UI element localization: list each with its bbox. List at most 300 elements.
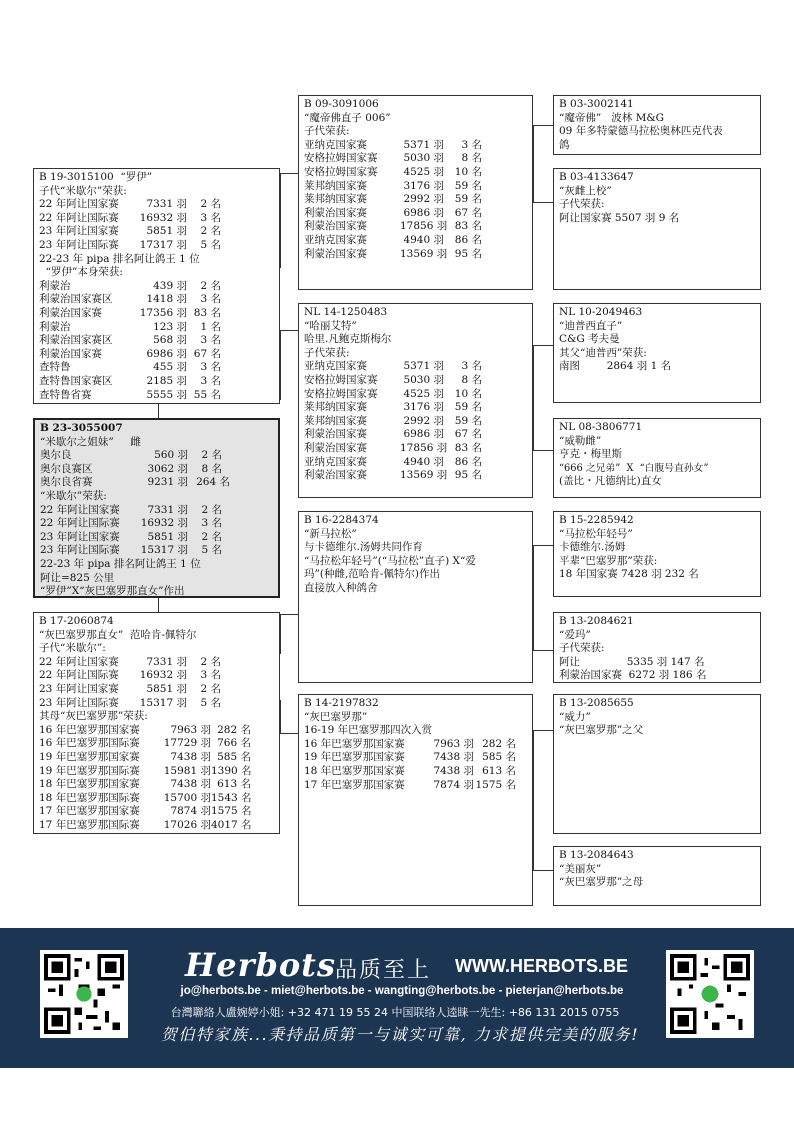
- result-cell: 67 名: [454, 428, 482, 441]
- result-cell: 2 名: [200, 279, 221, 292]
- great-grandparent-card-5: [553, 511, 761, 597]
- result-row: [304, 207, 527, 221]
- result-cell: 5371 羽: [403, 138, 444, 151]
- ring-number: B 03-3002141: [559, 98, 634, 110]
- result-row: [40, 517, 273, 531]
- ring-number: B 03-4133647: [559, 171, 634, 183]
- bird-name: “迪普西直子”: [559, 319, 623, 332]
- result-row: [39, 697, 274, 711]
- result-cell: 7438 羽: [433, 751, 474, 764]
- result-cell: 560 羽: [154, 449, 188, 462]
- result-cell: 6986 羽: [403, 206, 444, 219]
- connector-line: [533, 345, 553, 346]
- result-row: [304, 193, 527, 207]
- connector-line: [533, 125, 534, 203]
- qr-code-icon: [40, 950, 128, 1038]
- result-row: [39, 389, 274, 403]
- result-row: [304, 234, 527, 248]
- result-cell: 23 年阿让国际赛: [40, 544, 120, 557]
- connector-line: [533, 545, 534, 651]
- result-cell: 439 羽: [153, 279, 187, 292]
- result-cell: 2 名: [201, 530, 222, 543]
- ring-number: B 13-2085655: [559, 697, 634, 709]
- brand-block: [185, 946, 628, 984]
- breeder-name: C&G 考夫曼: [559, 333, 620, 346]
- result-cell: 86 名: [454, 455, 482, 468]
- bird-name: “威力”: [559, 710, 591, 723]
- result-row: [40, 544, 273, 558]
- breeder-name: 亨克・梅里斯: [559, 448, 622, 461]
- result-cell: 7963 羽: [433, 737, 474, 750]
- result-cell: 59 名: [454, 401, 482, 414]
- bird-name: “威勒雌”: [559, 434, 602, 447]
- result-line: 阿让国家赛 5507 羽 9 名: [559, 211, 680, 224]
- sire-dam-card: [298, 303, 533, 498]
- subject-name: “米歇尔之姐妹” 雌: [40, 435, 141, 448]
- result-cell: 22 年阿让国际赛: [39, 211, 119, 224]
- result-cell: 59 名: [454, 414, 482, 427]
- breeder-name: 哈里.凡鲍克斯梅尔: [304, 333, 392, 346]
- connector-line: [280, 330, 281, 400]
- result-cell: 17 年巴塞罗那国家赛: [304, 778, 405, 791]
- result-cell: 莱邦纳国家赛: [304, 414, 367, 427]
- result-row: [304, 401, 527, 415]
- result-cell: 10 名: [454, 387, 482, 400]
- result-cell: 亚纳克国家赛: [304, 138, 367, 151]
- great-grandparent-card-7: [553, 694, 761, 834]
- result-cell: 17 年巴塞罗那国际赛: [39, 818, 140, 831]
- result-cell: 15317 羽: [139, 696, 187, 709]
- website-link[interactable]: WWW.HERBOTS.BE: [455, 956, 628, 976]
- result-cell: 亚纳克国家赛: [304, 233, 367, 246]
- result-cell: 2 名: [201, 503, 222, 516]
- result-row: [304, 456, 527, 470]
- contact-emails[interactable]: jo@herbots.be - miet@herbots.be - wangting@herbots.be - pieterjan@herbots.be: [180, 985, 624, 997]
- result-cell: 4525 羽: [403, 165, 444, 178]
- connector-line: [533, 650, 553, 651]
- result-row: [40, 531, 273, 545]
- great-grandparent-card-3: [553, 303, 761, 403]
- result-cell: 利蒙治: [39, 279, 71, 292]
- result-cell: 5030 羽: [403, 152, 444, 165]
- sire-sire-card: [298, 95, 533, 290]
- result-cell: 585 名: [482, 751, 516, 764]
- result-cell: 2 名: [200, 655, 221, 668]
- bird-name: “马拉松年轻号”: [559, 527, 633, 540]
- result-cell: 55 名: [193, 388, 221, 401]
- wechat-qr-code-icon: [666, 950, 754, 1038]
- result-cell: 安格拉姆国家赛: [304, 165, 378, 178]
- result-cell: 3 名: [201, 517, 222, 530]
- result-cell: 奥尔良: [40, 449, 72, 462]
- result-cell: 安格拉姆国家赛: [304, 373, 378, 386]
- result-row: [39, 792, 274, 806]
- result-row: [304, 765, 527, 779]
- result-cell: 奥尔良赛区: [40, 462, 93, 475]
- result-cell: 7438 羽: [170, 750, 211, 763]
- result-cell: 22 年阿让国家赛: [39, 655, 119, 668]
- result-row: [39, 375, 274, 389]
- result-row: [304, 360, 527, 374]
- breeding-note: 直接放入种鸽舍: [304, 581, 378, 594]
- result-row: [39, 683, 274, 697]
- breeder-note: 与卡德维尔.汤姆共同作育: [304, 541, 423, 554]
- result-cell: 5 名: [200, 238, 221, 251]
- result-cell: 2 名: [201, 449, 222, 462]
- result-cell: 59 名: [454, 179, 482, 192]
- bird-name: “新马拉松”: [304, 527, 357, 540]
- herbots-logo: Herbots: [185, 946, 336, 984]
- relation-note: “灰巴塞罗那”之母: [559, 876, 644, 889]
- result-row: [304, 220, 527, 234]
- result-cell: 5851 羽: [147, 530, 188, 543]
- dam-mother-results: [39, 724, 274, 833]
- result-cell: 1 名: [200, 320, 221, 333]
- result-cell: 5555 羽: [146, 388, 187, 401]
- result-row: [39, 361, 274, 375]
- result-cell: 4940 羽: [403, 455, 444, 468]
- connector-line: [158, 403, 159, 419]
- result-line: 南图 2864 羽 1 名: [559, 360, 672, 373]
- result-cell: 16 年巴塞罗那国家赛: [304, 737, 405, 750]
- result-cell: 7438 羽: [433, 764, 474, 777]
- result-cell: 95 名: [454, 247, 482, 260]
- result-row: [39, 212, 274, 226]
- connector-line: [533, 125, 553, 126]
- result-cell: 17 年巴塞罗那国家赛: [39, 805, 140, 818]
- sire-own-heading: “罗伊”本身荣获:: [39, 266, 123, 279]
- ring-number: NL 10-2049463: [559, 306, 643, 318]
- sire-ranking-note: 22-23 年 pipa 排名阿让鸽王 1 位: [39, 252, 200, 265]
- result-cell: 4017 名: [211, 818, 252, 831]
- result-row: [304, 248, 527, 262]
- result-cell: 86 名: [454, 233, 482, 246]
- result-cell: 安格拉姆国家赛: [304, 387, 378, 400]
- result-cell: 22 年阿让国家赛: [39, 198, 119, 211]
- ring-number: NL 08-3806771: [559, 421, 643, 433]
- connector-line: [158, 598, 159, 612]
- connector-line: [533, 450, 553, 451]
- dam-name: “灰巴塞罗那直女” 范哈肯-佩特尔: [39, 628, 197, 641]
- breeder-name: 卡德维尔.汤姆: [559, 541, 626, 554]
- great-grandparent-card-4: [553, 418, 761, 498]
- result-row: [39, 751, 274, 765]
- subject-ranking-note: 22-23 年 pipa 排名阿让鸽王 1 位: [40, 557, 201, 570]
- result-row: [40, 463, 273, 477]
- dam-card: [33, 612, 280, 834]
- result-cell: 奥尔良省赛: [40, 476, 93, 489]
- result-cell: 59 名: [454, 193, 482, 206]
- result-cell: 查特鲁: [39, 361, 71, 374]
- result-cell: 查特鲁国家赛区: [39, 374, 113, 387]
- result-cell: 3 名: [200, 669, 221, 682]
- result-cell: 利蒙治国家赛区: [39, 334, 113, 347]
- dam-offspring-heading: 子代“米歇尔”:: [39, 642, 106, 655]
- result-cell: 17356 羽: [139, 306, 187, 319]
- contact-phones: 台灣聯絡人盧婉婷小姐: +32 471 19 55 24 中国联络人逵睐一先生: +86 131 2015 0755: [170, 1006, 620, 1019]
- parents-note: (盖比・凡德纳比)直女: [559, 475, 662, 488]
- result-cell: 9231 羽: [147, 476, 188, 489]
- result-row: [304, 388, 527, 402]
- result-cell: 4940 羽: [403, 233, 444, 246]
- result-cell: 利蒙治国家赛: [304, 469, 367, 482]
- result-cell: 23 年阿让国际赛: [39, 238, 119, 251]
- result-cell: 利蒙治国家赛: [304, 428, 367, 441]
- result-row: [39, 293, 274, 307]
- result-cell: 766 名: [217, 737, 251, 750]
- sire-offspring-results: [39, 198, 274, 252]
- result-line: 利蒙治国家赛 6272 羽 186 名: [559, 669, 707, 682]
- result-cell: 455 羽: [153, 361, 187, 374]
- result-cell: 83 名: [454, 441, 482, 454]
- bird-name: “哈丽艾特”: [304, 319, 357, 332]
- result-cell: 19 年巴塞罗那国际赛: [39, 764, 140, 777]
- result-row: [304, 751, 527, 765]
- result-row: [39, 280, 274, 294]
- footer-banner: [0, 928, 794, 1068]
- result-cell: 5 名: [201, 544, 222, 557]
- result-row: [39, 765, 274, 779]
- result-cell: 22 年阿让国家赛: [40, 503, 120, 516]
- connector-line: [280, 173, 281, 268]
- result-line: 阿让 5335 羽 147 名: [559, 655, 705, 668]
- result-cell: 3176 羽: [403, 401, 444, 414]
- result-row: [40, 449, 273, 463]
- subject-ring-number: B 23-3055007: [40, 422, 123, 434]
- result-cell: 16932 羽: [139, 669, 187, 682]
- bird-name: “灰巴塞罗那”: [304, 710, 368, 723]
- result-cell: 利蒙治国家赛: [39, 347, 102, 360]
- offspring-heading: 子代荣获:: [559, 198, 605, 211]
- subject-distance-note: 阿让=825 公里: [40, 571, 115, 584]
- result-row: [304, 180, 527, 194]
- bird-name: “美丽灰”: [559, 862, 602, 875]
- ring-number: B 09-3091006: [304, 98, 379, 110]
- parents-note: 玛”(种雌,范哈肯-佩特尔)作出: [304, 568, 440, 581]
- subject-sibling-heading: “米歇尔”荣获:: [40, 489, 107, 502]
- results-heading: 16-19 年巴塞罗那四次入赏: [304, 724, 433, 737]
- result-cell: 5371 羽: [403, 360, 444, 373]
- result-cell: 613 名: [482, 764, 516, 777]
- result-cell: 23 年阿让国家赛: [39, 682, 119, 695]
- result-cell: 1575 名: [475, 778, 516, 791]
- result-cell: 568 羽: [153, 334, 187, 347]
- result-cell: 13569 羽: [400, 469, 448, 482]
- result-cell: 利蒙治国家赛: [304, 441, 367, 454]
- connector-line: [533, 730, 534, 871]
- offspring-heading: 子代荣获:: [304, 346, 350, 359]
- result-cell: 19 年巴塞罗那国家赛: [304, 751, 405, 764]
- result-line: 18 年国家赛 7428 羽 232 名: [559, 568, 699, 581]
- result-cell: 95 名: [454, 469, 482, 482]
- bird-name: “魔帝佛” 波林 M&G: [559, 111, 665, 124]
- result-row: [304, 442, 527, 456]
- result-row: [39, 737, 274, 751]
- result-cell: 7438 羽: [170, 778, 211, 791]
- result-cell: 利蒙治国家赛: [304, 206, 367, 219]
- result-cell: 利蒙治: [39, 320, 71, 333]
- result-cell: 18 年巴塞罗那国际赛: [39, 791, 140, 804]
- bird-name: “魔帝佛直子 006”: [304, 111, 391, 124]
- connector-line: [533, 870, 553, 871]
- result-cell: 67 名: [193, 347, 221, 360]
- result-cell: 6986 羽: [146, 347, 187, 360]
- result-cell: 23 年阿让国家赛: [40, 530, 120, 543]
- connector-line: [280, 614, 281, 654]
- result-cell: 15981 羽: [163, 764, 211, 777]
- connector-line: [533, 730, 553, 731]
- result-cell: 83 名: [193, 306, 221, 319]
- result-cell: 23 年阿让国际赛: [39, 696, 119, 709]
- result-cell: 22 年阿让国际赛: [40, 517, 120, 530]
- result-cell: 8 名: [201, 462, 222, 475]
- company-motto: 贺伯特家族...秉持品质第一与诚实可靠, 力求提供完美的服务!: [160, 1025, 640, 1044]
- bird-name: “爱玛”: [559, 628, 591, 641]
- ring-number: B 13-2084643: [559, 849, 634, 861]
- offspring-heading: 子代荣获:: [304, 125, 350, 138]
- result-cell: 22 年阿让国际赛: [39, 669, 119, 682]
- result-cell: 1418 羽: [146, 293, 187, 306]
- result-cell: 5851 羽: [146, 225, 187, 238]
- result-cell: 3 名: [200, 211, 221, 224]
- result-cell: 查特鲁省赛: [39, 388, 92, 401]
- connector-line: [533, 545, 553, 546]
- sire-ring-number: B 19-3015100 “罗伊”: [39, 171, 153, 183]
- result-cell: 3 名: [461, 360, 482, 373]
- connector-line: [280, 614, 298, 615]
- result-row: [304, 428, 527, 442]
- result-cell: 123 羽: [153, 320, 187, 333]
- connector-line: [280, 733, 298, 734]
- result-row: [304, 166, 527, 180]
- result-cell: 2992 羽: [403, 414, 444, 427]
- dam-mother-heading: 其母“灰巴塞罗那”荣获:: [39, 710, 148, 723]
- result-cell: 23 年阿让国家赛: [39, 225, 119, 238]
- result-cell: 613 名: [217, 778, 251, 791]
- result-cell: 1575 名: [211, 805, 252, 818]
- result-cell: 8 名: [461, 152, 482, 165]
- result-cell: 2 名: [200, 682, 221, 695]
- result-cell: 7331 羽: [146, 198, 187, 211]
- result-row: [39, 819, 274, 833]
- result-row: [304, 779, 527, 793]
- result-cell: 7874 羽: [170, 805, 211, 818]
- result-cell: 莱邦纳国家赛: [304, 179, 367, 192]
- bird-name: “灰雌上校”: [559, 184, 612, 197]
- result-cell: 3176 羽: [403, 179, 444, 192]
- great-grandparent-card-6: [553, 612, 761, 683]
- subject-parents-note: “罗伊”X“灰巴塞罗那直女”作出: [40, 585, 185, 598]
- result-cell: 3 名: [200, 334, 221, 347]
- result-cell: 13569 羽: [400, 247, 448, 260]
- ring-number: B 13-2084621: [559, 615, 634, 627]
- dam-sire-card: [298, 511, 533, 683]
- result-row: [39, 334, 274, 348]
- result-cell: 17856 羽: [400, 441, 448, 454]
- great-grandparent-card-2: [553, 168, 761, 290]
- parents-note: “666 之兄弟” X “白腹号直孙女”: [559, 462, 709, 474]
- result-cell: 利蒙治国家赛: [304, 247, 367, 260]
- result-cell: 4525 羽: [403, 387, 444, 400]
- result-cell: 5851 羽: [146, 682, 187, 695]
- result-row: [39, 656, 274, 670]
- result-cell: 15700 羽: [163, 791, 211, 804]
- result-cell: 585 名: [217, 750, 251, 763]
- result-cell: 5030 羽: [403, 373, 444, 386]
- result-cell: 15317 羽: [140, 544, 188, 557]
- result-row: [304, 469, 527, 483]
- subject-sibling-results: [40, 504, 273, 558]
- connector-line: [533, 345, 534, 451]
- subject-card: [33, 418, 280, 598]
- result-cell: 3062 羽: [147, 462, 188, 475]
- result-cell: 安格拉姆国家赛: [304, 152, 378, 165]
- result-row: [39, 239, 274, 253]
- result-cell: 亚纳克国家赛: [304, 455, 367, 468]
- result-row: [304, 374, 527, 388]
- bird-note: 鸽: [559, 138, 570, 151]
- result-cell: 1390 名: [211, 764, 252, 777]
- result-cell: 2 名: [200, 198, 221, 211]
- result-row: [39, 321, 274, 335]
- dam-dam-card: [298, 694, 533, 906]
- result-cell: 6986 羽: [403, 428, 444, 441]
- connector-line: [280, 173, 298, 174]
- result-cell: 3 名: [200, 293, 221, 306]
- ring-number: B 14-2197832: [304, 697, 379, 709]
- great-grandparent-card-1: [553, 95, 761, 155]
- result-row: [304, 415, 527, 429]
- result-cell: 282 名: [482, 737, 516, 750]
- result-cell: 16 年巴塞罗那国际赛: [39, 737, 140, 750]
- result-cell: 18 年巴塞罗那国家赛: [39, 778, 140, 791]
- result-cell: 17729 羽: [163, 737, 211, 750]
- connector-line: [280, 330, 298, 331]
- result-row: [39, 307, 274, 321]
- result-row: [304, 738, 527, 752]
- result-cell: 17856 羽: [400, 220, 448, 233]
- result-cell: 2992 羽: [403, 193, 444, 206]
- result-row: [39, 348, 274, 362]
- result-row: [304, 152, 527, 166]
- result-cell: 16932 羽: [139, 211, 187, 224]
- result-cell: 莱邦纳国家赛: [304, 193, 367, 206]
- result-cell: 17317 羽: [139, 238, 187, 251]
- slogan: 品质至上: [335, 958, 432, 983]
- ring-number: B 15-2285942: [559, 514, 634, 526]
- result-cell: 264 名: [196, 476, 230, 489]
- result-cell: 10 名: [454, 165, 482, 178]
- result-row: [39, 724, 274, 738]
- result-cell: 8 名: [461, 373, 482, 386]
- result-cell: 3 名: [200, 361, 221, 374]
- sire-card: [33, 168, 280, 404]
- result-cell: 3 名: [461, 138, 482, 151]
- result-row: [39, 198, 274, 212]
- result-cell: 莱邦纳国家赛: [304, 401, 367, 414]
- result-cell: 18 年巴塞罗那国家赛: [304, 764, 405, 777]
- result-cell: 3 名: [200, 374, 221, 387]
- result-row: [40, 476, 273, 490]
- result-cell: 7331 羽: [147, 503, 188, 516]
- father-heading: 其父“迪普西”荣获:: [559, 346, 647, 359]
- result-cell: 282 名: [217, 723, 251, 736]
- dam-offspring-results: [39, 656, 274, 710]
- subject-results: [40, 449, 273, 490]
- bird-note: 09 年多特蒙德马拉松奥林匹克代表: [559, 125, 723, 138]
- result-cell: 利蒙治国家赛区: [39, 293, 113, 306]
- result-cell: 7963 羽: [170, 723, 211, 736]
